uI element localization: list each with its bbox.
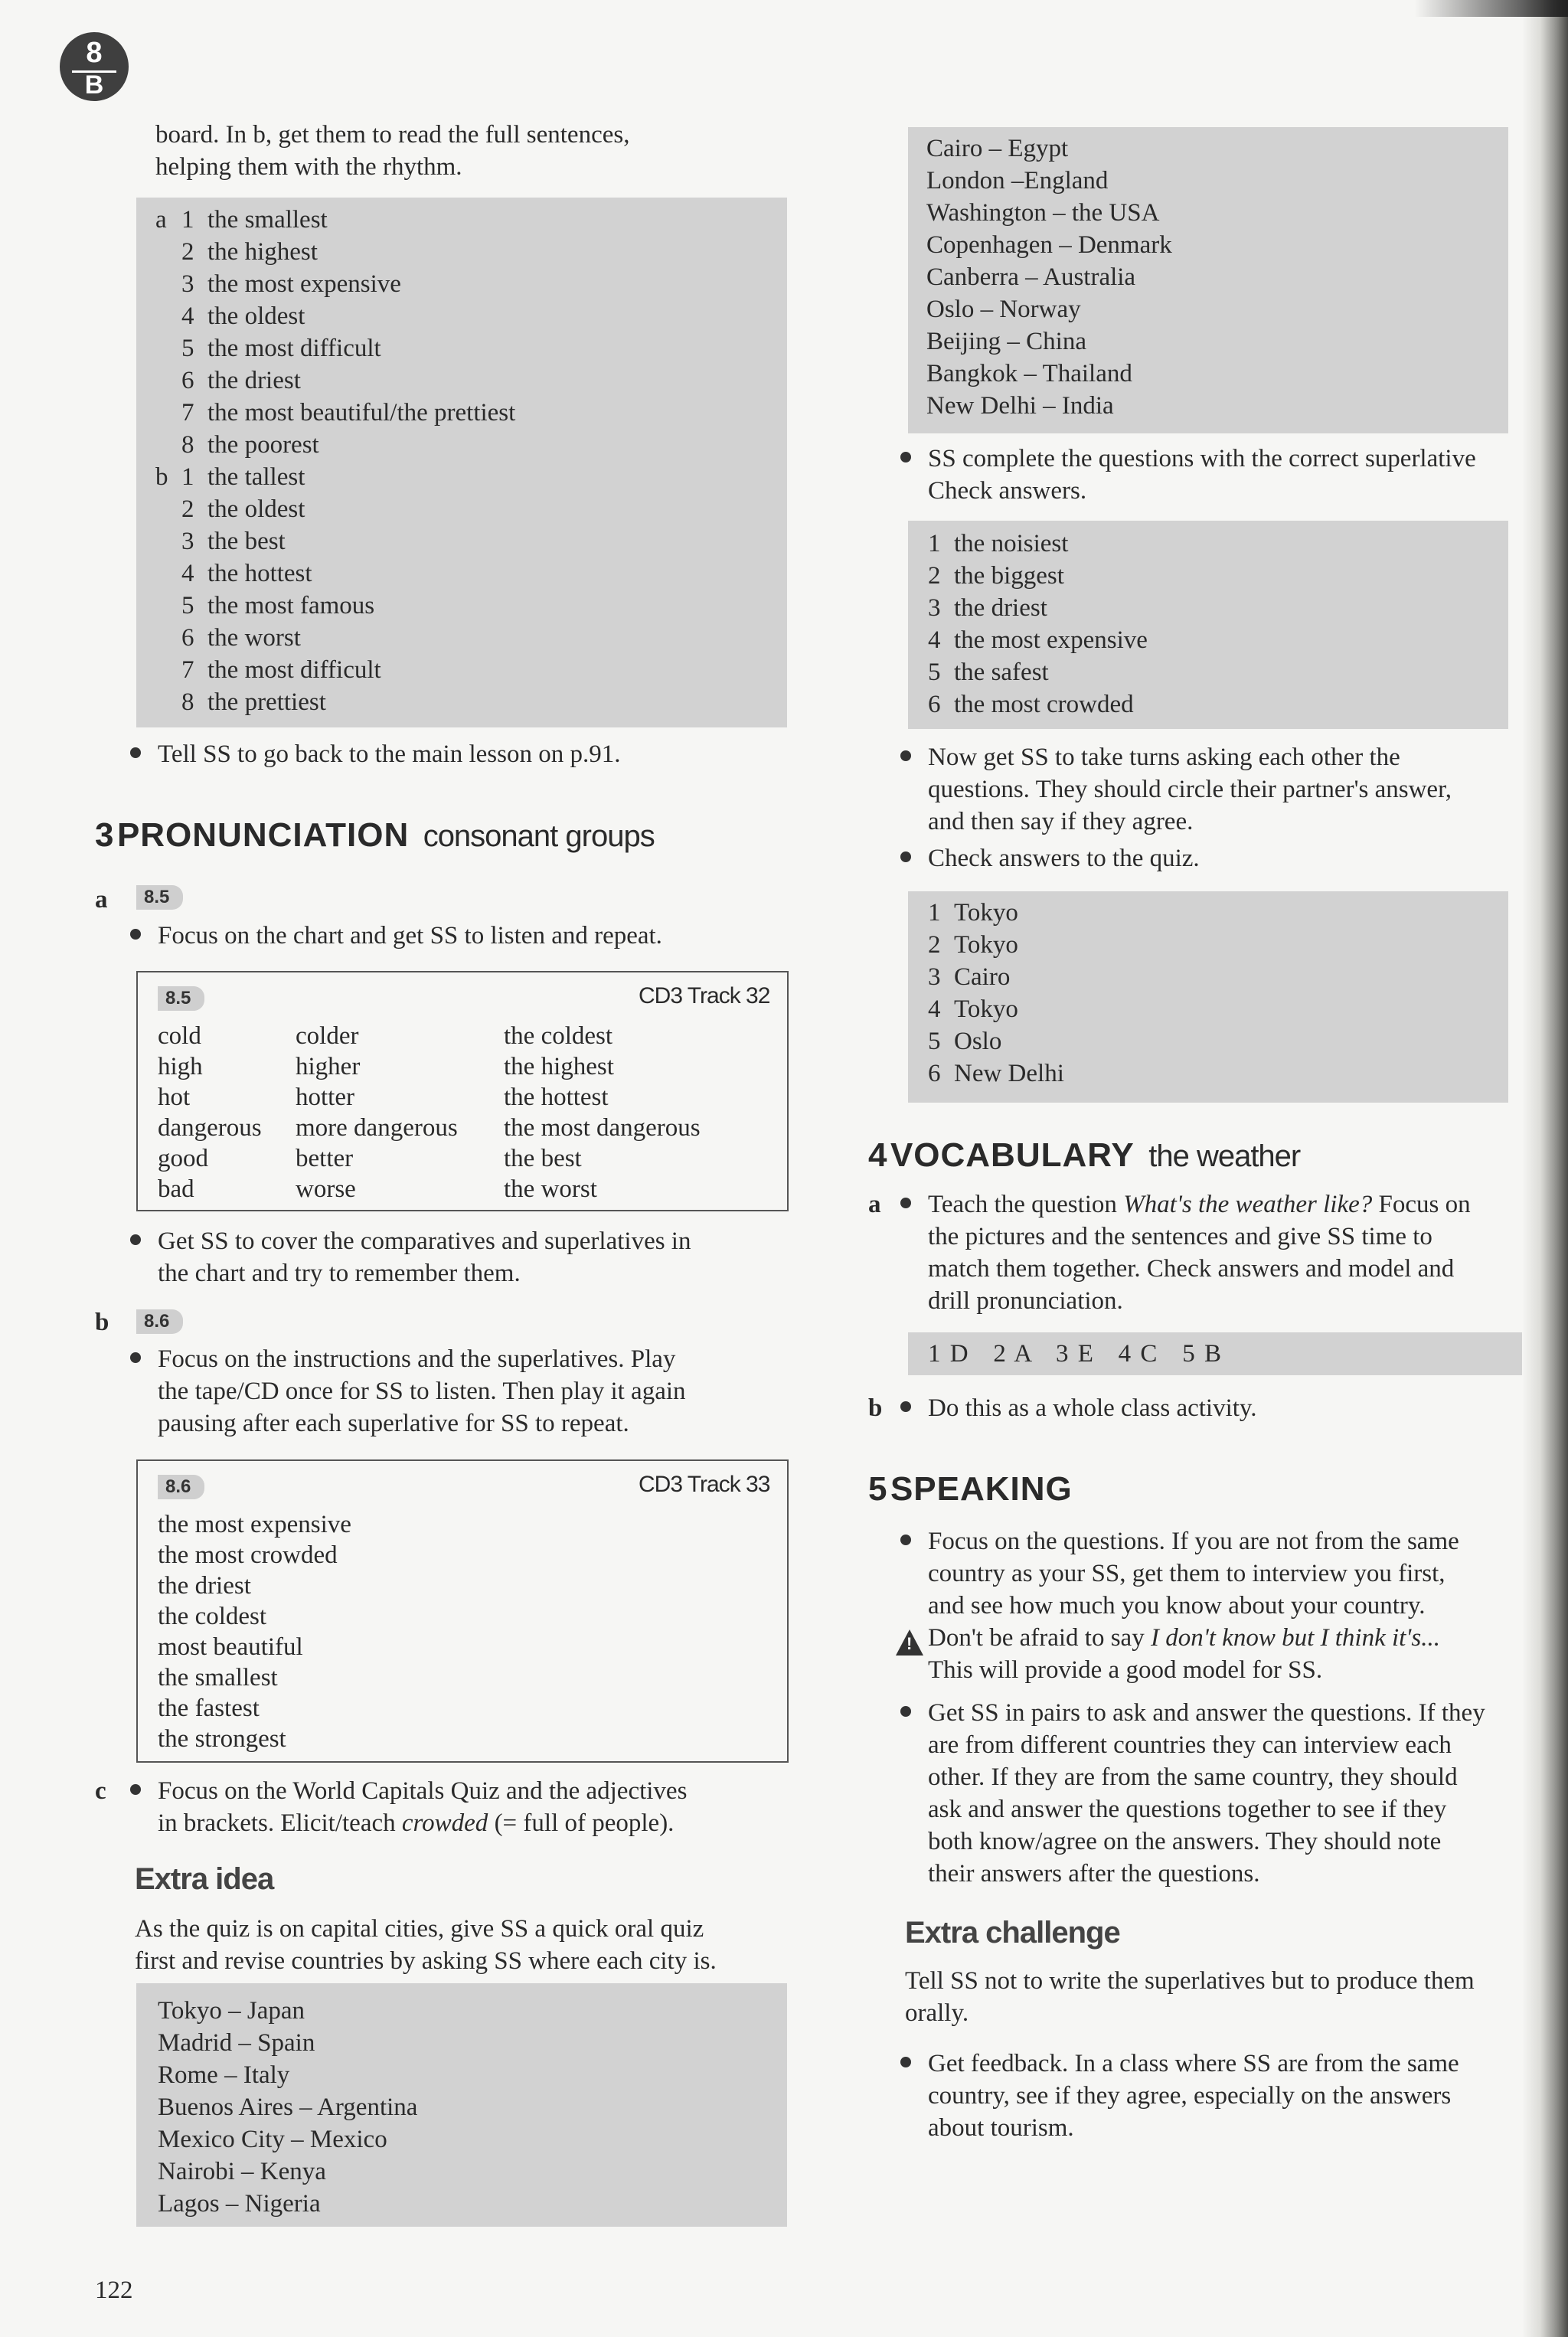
answer-item: Tokyo [954, 995, 1018, 1023]
adjective: dangerous [158, 1114, 262, 1142]
vocab-answers: 1 D 2 A 3 E 4 C 5 B [928, 1340, 1223, 1368]
text-line: drill pronunciation. [928, 1287, 1123, 1315]
answer-item: the poorest [207, 431, 319, 459]
section-heading-speaking [868, 1470, 1073, 1508]
text-line [928, 1188, 1471, 1221]
answer-item: the noisiest [954, 530, 1069, 557]
bullet-feedback [900, 2048, 1459, 2144]
lesson-badge [60, 32, 129, 101]
audio-tag: 8.5 [136, 885, 183, 910]
answer-item: New Delhi [954, 1060, 1064, 1087]
text-line: country, see if they agree, especially on the answers [928, 2082, 1452, 2110]
answer-item: the safest [954, 659, 1049, 686]
warning-note [928, 1622, 1440, 1686]
section-title: VOCABULARY [890, 1136, 1135, 1174]
capitals-list-right [926, 132, 1172, 422]
answer-item: the oldest [207, 495, 305, 523]
superlative-line: most beautiful [158, 1633, 303, 1661]
text-line: match them together. Check answers and model and [928, 1255, 1455, 1283]
bullet-text: Check answers to the quiz. [928, 845, 1200, 872]
bullet-text [158, 1775, 687, 1839]
bullet-icon [900, 1198, 911, 1208]
bullet-icon [900, 1535, 911, 1545]
capital-item: Mexico City – Mexico [158, 2126, 387, 2153]
bullet-icon [130, 1352, 141, 1363]
intro-line: helping them with the rhythm. [155, 153, 462, 181]
section-title: SPEAKING [890, 1470, 1073, 1508]
answer-item: Tokyo [954, 899, 1018, 927]
text-line: are from different countries they can interview each [928, 1731, 1452, 1759]
superlative-line: the fastest [158, 1695, 260, 1722]
capitals-list-left [158, 1995, 417, 2220]
answer-item: Cairo [954, 963, 1011, 991]
text-line: Tell SS not to write the superlatives but to produce them [905, 1967, 1475, 1995]
superlative-line: the most crowded [158, 1541, 338, 1569]
bullet-icon [900, 2057, 911, 2067]
superlative-line: the driest [158, 1572, 251, 1600]
exercise-label: c [95, 1777, 106, 1805]
capital-item: Lagos – Nigeria [158, 2190, 321, 2218]
text-line [928, 1622, 1440, 1654]
extra-challenge-heading: Extra challenge [905, 1916, 1120, 1950]
comparative: colder [296, 1022, 359, 1050]
bullet-icon [900, 1401, 911, 1412]
bullet-cover-chart [130, 1225, 691, 1289]
adjective: good [158, 1145, 208, 1172]
bullet-pairs [900, 1697, 1485, 1890]
bullet-focus-instructions [130, 1343, 686, 1440]
text-line: about tourism. [928, 2114, 1074, 2142]
text-line: first and revise countries by asking SS where each city is. [135, 1947, 717, 1975]
answer-key-list: a 1 the smallest 2 the highest 3 the most expensive 4 the oldest 5 the most difficult 6 the driest 7 the most beautiful/the prettiest 8 the poorest b 1 the tallest 2 the oldest 3 the best 4 the hottest 5 the most famous 6 the worst 7 the most difficult 8 the prettiest [155, 204, 515, 718]
section-number: 4 [868, 1136, 887, 1174]
audio-tag: 8.6 [136, 1309, 183, 1334]
text-line: Get SS in pairs to ask and answer the questions. If they [928, 1699, 1485, 1727]
text-line: both know/agree on the answers. They should note [928, 1828, 1442, 1855]
bullet-icon [130, 1784, 141, 1795]
bullet-text: Focus on the chart and get SS to listen and repeat. [158, 922, 662, 950]
answer-group-label: b [155, 463, 168, 491]
bullet-icon [900, 851, 911, 862]
bullet-text [928, 1525, 1459, 1622]
text-line: ask and answer the questions together to see if they [928, 1796, 1447, 1823]
section-number: 3 [95, 816, 114, 854]
audio-tag: 8.6 [158, 1475, 204, 1499]
superlative-line: the strongest [158, 1725, 286, 1753]
text-line: Focus on the instructions and the superlatives. Play [158, 1345, 676, 1373]
italic-phrase: I don't know but I think it's... [1150, 1624, 1440, 1652]
badge-number: 8 [86, 37, 103, 69]
answer-item: the biggest [954, 562, 1064, 590]
answer-item: Tokyo [954, 931, 1018, 959]
text-line [158, 1807, 687, 1839]
superlative: the worst [504, 1175, 597, 1203]
answer-item: the tallest [207, 463, 305, 491]
bullet-focus-questions [900, 1525, 1459, 1622]
extra-idea-heading: Extra idea [135, 1862, 274, 1896]
answer-item: the worst [207, 624, 301, 652]
bullet-icon [900, 1706, 911, 1717]
capital-item: Bangkok – Thailand [926, 360, 1132, 387]
page-number: 122 [95, 2277, 133, 2304]
answer-item: the oldest [207, 302, 305, 330]
adjective: bad [158, 1175, 194, 1203]
answer-item: the most difficult [207, 335, 381, 362]
capital-item: New Delhi – India [926, 392, 1114, 420]
capital-item: Cairo – Egypt [926, 135, 1069, 162]
answer-item: the driest [207, 367, 301, 394]
answer-list-quiz: 1 Tokyo 2 Tokyo 3 Cairo 4 Tokyo 5 Oslo 6 New Delhi [928, 897, 1064, 1090]
section-number: 5 [868, 1470, 887, 1508]
capital-item: Tokyo – Japan [158, 1997, 305, 2025]
bullet-text: Do this as a whole class activity. [928, 1394, 1257, 1422]
text-line: country as your SS, get them to interview you first, [928, 1560, 1446, 1587]
superlative: the most dangerous [504, 1114, 701, 1142]
comparative: hotter [296, 1084, 354, 1111]
capital-item: Copenhagen – Denmark [926, 231, 1172, 259]
track-label: CD3 Track 33 [639, 1472, 770, 1497]
answer-item: the prettiest [207, 688, 326, 716]
text-run: Don't be afraid to say [928, 1624, 1151, 1652]
text-run: in brackets. Elicit/teach [158, 1809, 402, 1837]
bullet-text [928, 1188, 1471, 1317]
bullet-text [928, 1697, 1485, 1890]
text-line: the pictures and the sentences and give SS time to [928, 1223, 1432, 1250]
badge-letter: B [84, 70, 104, 100]
bullet-check-quiz [900, 842, 1200, 874]
section-subtitle: consonant groups [423, 819, 655, 853]
superlatives-list [158, 1509, 351, 1754]
adjective: hot [158, 1084, 191, 1111]
superlative: the hottest [504, 1084, 609, 1111]
capital-item: Rome – Italy [158, 2061, 290, 2089]
bullet-text: Tell SS to go back to the main lesson on p.91. [158, 740, 621, 768]
adjective: high [158, 1053, 203, 1080]
comparative: more dangerous [296, 1114, 458, 1142]
superlative-line: the coldest [158, 1603, 267, 1630]
comparative: higher [296, 1053, 361, 1080]
capital-item: Madrid – Spain [158, 2029, 315, 2057]
warning-icon: ! [896, 1629, 923, 1656]
text-line: Focus on the World Capitals Quiz and the adjectives [158, 1777, 688, 1805]
comparison-chart [158, 1021, 701, 1204]
capital-item: Washington – the USA [926, 199, 1160, 227]
section-heading-pronunciation [95, 816, 655, 855]
section-subtitle: the weather [1148, 1139, 1301, 1173]
bullet-text [928, 741, 1452, 838]
answer-item: the most crowded [954, 691, 1134, 718]
extra-challenge-text [905, 1965, 1475, 2029]
text-line: Check answers. [928, 477, 1087, 505]
bullet-world-capitals [130, 1775, 687, 1839]
answer-item: the most expensive [954, 626, 1148, 654]
superlative-line: the most expensive [158, 1511, 351, 1538]
page-gutter-shadow [1522, 0, 1568, 2337]
text-run: Focus on [1372, 1191, 1471, 1218]
answer-item: the hottest [207, 560, 312, 587]
capital-item: Canberra – Australia [926, 263, 1136, 291]
comparative: worse [296, 1175, 356, 1203]
text-line: Now get SS to take turns asking each other the [928, 744, 1400, 771]
capital-item: Beijing – China [926, 328, 1086, 355]
exercise-label: a [95, 886, 108, 914]
text-line: pausing after each superlative for SS to repeat. [158, 1410, 629, 1437]
page-top-edge [1415, 0, 1568, 17]
text-run: (= full of people). [488, 1809, 675, 1837]
bullet-text [158, 1343, 686, 1440]
bullet-complete-questions [900, 443, 1476, 507]
bullet-whole-class [900, 1392, 1257, 1424]
bullet-icon [900, 750, 911, 761]
text-line: the tape/CD once for SS to listen. Then play it again [158, 1378, 686, 1405]
adjective: cold [158, 1022, 201, 1050]
bullet-text [928, 2048, 1459, 2144]
track-label: CD3 Track 32 [639, 983, 770, 1008]
superlative: the best [504, 1145, 582, 1172]
answer-item: the most expensive [207, 270, 401, 298]
answer-item: the best [207, 528, 286, 555]
italic-term: crowded [401, 1809, 488, 1837]
section-heading-vocabulary [868, 1136, 1300, 1175]
text-line: other. If they are from the same country, they should [928, 1763, 1458, 1791]
text-line: Get feedback. In a class where SS are from the same [928, 2050, 1459, 2077]
answer-item: the most difficult [207, 656, 381, 684]
answer-item: the most famous [207, 592, 375, 619]
audio-tag: 8.5 [158, 986, 204, 1011]
italic-question: What's the weather like? [1123, 1191, 1373, 1218]
text-line: their answers after the questions. [928, 1860, 1260, 1888]
text-line: This will provide a good model for SS. [928, 1656, 1323, 1684]
bullet-take-turns [900, 741, 1452, 838]
text-line: orally. [905, 1999, 969, 2027]
bullet-icon [900, 452, 911, 462]
intro-line: board. In b, get them to read the full sentences, [155, 121, 630, 149]
answer-item: the smallest [207, 206, 328, 234]
superlative: the highest [504, 1053, 614, 1080]
bullet-icon [130, 1234, 141, 1245]
extra-idea-text [135, 1913, 717, 1977]
text-line: and see how much you know about your country. [928, 1592, 1426, 1620]
intro-text [155, 119, 629, 183]
answer-item: the most beautiful/the prettiest [207, 399, 516, 427]
text-line: Focus on the questions. If you are not from the same [928, 1528, 1459, 1555]
bullet-text [928, 443, 1476, 507]
answer-item: the driest [954, 594, 1047, 622]
answer-list-superlatives: 1 the noisiest 2 the biggest 3 the driest 4 the most expensive 5 the safest 6 the most crowded [928, 528, 1148, 721]
superlative: the coldest [504, 1022, 613, 1050]
bullet-focus-chart [130, 920, 662, 952]
text-line: Get SS to cover the comparatives and superlatives in [158, 1227, 691, 1255]
bullet-icon [130, 929, 141, 940]
text-line: questions. They should circle their partner's answer, [928, 776, 1452, 803]
capital-item: Oslo – Norway [926, 296, 1081, 323]
comparative: better [296, 1145, 354, 1172]
bullet-text [158, 1225, 691, 1289]
answer-group-label: a [155, 206, 167, 234]
text-run: Teach the question [928, 1191, 1124, 1218]
bullet-icon [130, 747, 141, 758]
capital-item: Buenos Aires – Argentina [158, 2093, 418, 2121]
text-line: As the quiz is on capital cities, give SS a quick oral quiz [135, 1915, 704, 1943]
answer-item: Oslo [954, 1028, 1002, 1055]
capital-item: Nairobi – Kenya [158, 2158, 326, 2185]
exercise-label: b [868, 1394, 883, 1422]
bullet-teach-weather [900, 1188, 1471, 1317]
capital-item: London –England [926, 167, 1109, 194]
text-line: the chart and try to remember them. [158, 1260, 521, 1287]
section-title: PRONUNCIATION [116, 816, 410, 854]
exercise-label: b [95, 1309, 109, 1336]
superlative-line: the smallest [158, 1664, 278, 1691]
text-line: and then say if they agree. [928, 808, 1194, 835]
text-line: SS complete the questions with the correct superlative [928, 445, 1476, 472]
exercise-label: a [868, 1191, 881, 1218]
bullet-back-to-lesson [130, 738, 620, 770]
answer-item: the highest [207, 238, 318, 266]
